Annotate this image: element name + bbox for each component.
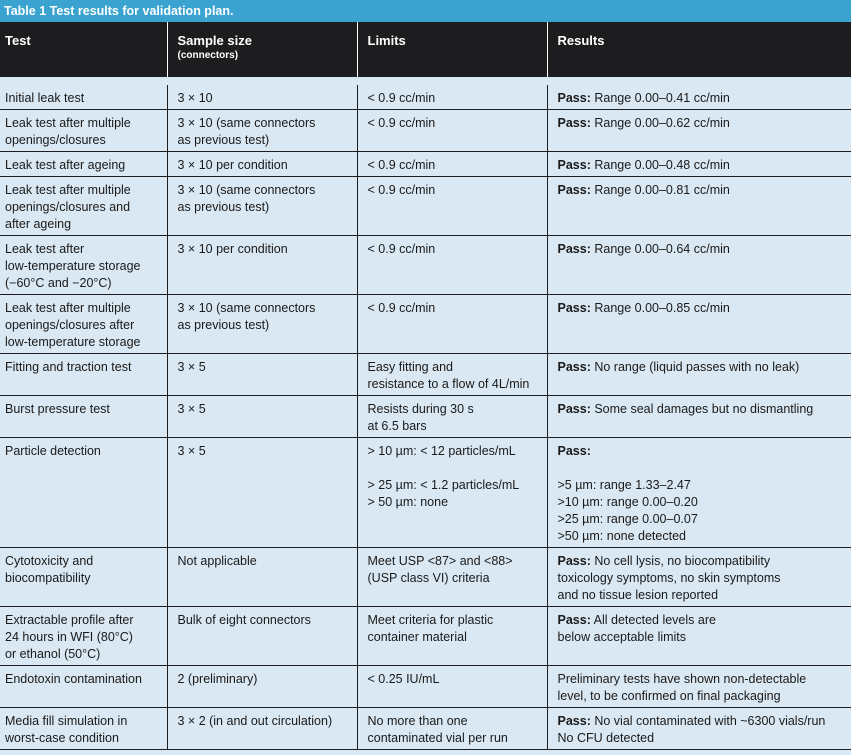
cell-test-line: Leak test after multiple	[5, 116, 131, 130]
cell-sample-size-line: Bulk of eight connectors	[177, 613, 311, 627]
cell-limits-line: < 0.9 cc/min	[367, 301, 436, 315]
cell-limits-line: < 0.9 cc/min	[367, 91, 436, 105]
table-row	[0, 666, 851, 708]
cell-test-line: biocompatibility	[5, 571, 91, 585]
cell-limits-line: Meet USP <87> and <88>	[367, 554, 513, 568]
header-gap	[0, 77, 851, 85]
cell-test-line: Extractable profile after	[5, 613, 134, 627]
cell-results	[547, 666, 851, 708]
cell-test	[0, 177, 167, 236]
cell-results	[547, 236, 851, 295]
cell-sample-size	[167, 708, 357, 750]
cell-test-line: Leak test after multiple	[5, 301, 131, 315]
header-sample-sub: (connectors)	[177, 50, 239, 61]
pass-label: Pass:	[557, 444, 591, 458]
cell-results	[547, 708, 851, 750]
cell-results-line: All detected levels are	[593, 613, 716, 627]
pass-label: Pass:	[557, 158, 591, 172]
cell-limits	[357, 295, 547, 354]
cell-test-line: openings/closures and	[5, 200, 131, 214]
header-sample-label: Sample size	[177, 33, 252, 48]
cell-test-line: 24 hours in WFI (80°C)	[5, 630, 133, 644]
cell-sample-size-line: 2 (preliminary)	[177, 672, 258, 686]
cell-test-line: Media fill simulation in	[5, 714, 128, 728]
cell-results-line: Range 0.00–0.62 cc/min	[594, 116, 730, 130]
cell-results-line: Range 0.00–0.85 cc/min	[594, 301, 730, 315]
cell-sample-size-line: as previous test)	[177, 200, 270, 214]
cell-results-line: and no tissue lesion reported	[557, 588, 719, 602]
cell-results-line: Range 0.00–0.48 cc/min	[594, 158, 730, 172]
cell-limits-line: Resists during 30 s	[367, 402, 474, 416]
cell-limits-line: (USP class VI) criteria	[367, 571, 490, 585]
cell-sample-size-line: 3 × 10 per condition	[177, 158, 288, 172]
cell-results-line: No vial contaminated with ~6300 vials/run	[594, 714, 826, 728]
cell-results-line: Preliminary tests have shown non-detectable	[557, 672, 807, 686]
cell-sample-size	[167, 85, 357, 110]
cell-sample-size-line: Not applicable	[177, 554, 257, 568]
cell-results-line	[558, 401, 846, 418]
table-row	[0, 396, 851, 438]
cell-limits-line: container material	[367, 630, 467, 644]
cell-sample-size	[167, 438, 357, 548]
cell-test-line: Cytotoxicity and	[5, 554, 94, 568]
cell-test	[0, 548, 167, 607]
cell-sample-size-line: as previous test)	[177, 133, 270, 147]
cell-limits	[357, 708, 547, 750]
cell-results	[547, 85, 851, 110]
cell-sample-size-line: 3 × 10 (same connectors	[177, 301, 316, 315]
cell-sample-size	[167, 607, 357, 666]
cell-results	[547, 152, 851, 177]
cell-limits	[357, 110, 547, 152]
cell-results-line: No CFU detected	[557, 731, 655, 745]
header-limits: Limits	[357, 22, 547, 77]
cell-test-line: Leak test after	[5, 242, 85, 256]
cell-test-line: Particle detection	[5, 444, 101, 458]
cell-test-line: low-temperature storage	[5, 259, 141, 273]
cell-limits	[357, 396, 547, 438]
cell-results-line: Range 0.00–0.81 cc/min	[594, 183, 730, 197]
cell-results-line: level, to be confirmed on final packaging	[557, 689, 781, 703]
cell-results	[547, 607, 851, 666]
table-row	[0, 85, 851, 110]
cell-results	[547, 438, 851, 548]
cell-results-line: No range (liquid passes with no leak)	[594, 360, 800, 374]
cell-results-line: Range 0.00–0.41 cc/min	[594, 91, 730, 105]
cell-limits	[357, 152, 547, 177]
cell-sample-size-line: 3 × 5	[177, 402, 206, 416]
cell-limits-line: < 0.9 cc/min	[367, 158, 436, 172]
cell-results-line	[558, 157, 846, 174]
cell-sample-size	[167, 295, 357, 354]
cell-test-line: openings/closures after	[5, 318, 135, 332]
cell-limits-line: Easy fitting and	[367, 360, 453, 374]
cell-test	[0, 438, 167, 548]
cell-limits-line: > 50 µm: none	[367, 495, 449, 509]
cell-results-line	[558, 359, 846, 376]
cell-results-line: No cell lysis, no biocompatibility	[594, 554, 771, 568]
header-results: Results	[547, 22, 851, 77]
table-row	[0, 295, 851, 354]
cell-test-line: Endotoxin contamination	[5, 672, 142, 686]
table-row	[0, 708, 851, 750]
cell-sample-size-line: 3 × 10 per condition	[177, 242, 288, 256]
cell-limits	[357, 236, 547, 295]
cell-sample-size-line: 3 × 10 (same connectors	[177, 183, 316, 197]
header-sample-size	[167, 22, 357, 77]
cell-sample-size	[167, 236, 357, 295]
header-row	[0, 22, 851, 77]
header-test: Test	[0, 22, 167, 77]
cell-test-line: openings/closures	[5, 133, 106, 147]
cell-sample-size	[167, 152, 357, 177]
cell-test-line: Leak test after multiple	[5, 183, 131, 197]
cell-limits-line: resistance to a flow of 4L/min	[367, 377, 530, 391]
cell-results	[547, 354, 851, 396]
cell-limits-line: < 0.25 IU/mL	[367, 672, 440, 686]
cell-sample-size	[167, 666, 357, 708]
table-row	[0, 354, 851, 396]
cell-test-line: Initial leak test	[5, 91, 85, 105]
cell-results-line: Range 0.00–0.64 cc/min	[594, 242, 730, 256]
cell-test	[0, 607, 167, 666]
table-row	[0, 607, 851, 666]
cell-test-line: Fitting and traction test	[5, 360, 132, 374]
table-row	[0, 110, 851, 152]
cell-results	[547, 396, 851, 438]
pass-label: Pass:	[557, 402, 591, 416]
table-row	[0, 152, 851, 177]
cell-results-line: >10 µm: range 0.00–0.20	[557, 495, 698, 509]
cell-results-line: Some seal damages but no dismantling	[594, 402, 814, 416]
cell-results-line: >50 µm: none detected	[557, 529, 686, 543]
cell-sample-size-line: 3 × 2 (in and out circulation)	[177, 714, 333, 728]
cell-limits	[357, 177, 547, 236]
pass-label: Pass:	[557, 242, 591, 256]
cell-test	[0, 152, 167, 177]
cell-limits-line: > 25 µm: < 1.2 particles/mL	[367, 478, 520, 492]
cell-limits-line	[368, 460, 541, 477]
cell-results-line: >5 µm: range 1.33–2.47	[557, 478, 691, 492]
cell-test-line: after ageing	[5, 217, 72, 231]
cell-results-line: below acceptable limits	[557, 630, 687, 644]
cell-sample-size-line: 3 × 10	[177, 91, 213, 105]
cell-sample-size-line: as previous test)	[177, 318, 270, 332]
cell-limits-line: > 10 µm: < 12 particles/mL	[367, 444, 516, 458]
cell-test	[0, 354, 167, 396]
pass-label: Pass:	[557, 714, 591, 728]
cell-sample-size	[167, 177, 357, 236]
cell-results-line	[558, 300, 846, 317]
cell-results-line	[558, 553, 846, 570]
cell-test	[0, 85, 167, 110]
cell-test	[0, 110, 167, 152]
cell-limits	[357, 354, 547, 396]
cell-test-line: Leak test after ageing	[5, 158, 126, 172]
cell-sample-size	[167, 110, 357, 152]
cell-test-line: Burst pressure test	[5, 402, 110, 416]
cell-sample-size-line: 3 × 5	[177, 360, 206, 374]
caption-label: Table 1	[4, 4, 47, 18]
cell-sample-size-line: 3 × 10 (same connectors	[177, 116, 316, 130]
cell-results-line: >25 µm: range 0.00–0.07	[557, 512, 698, 526]
cell-limits	[357, 548, 547, 607]
cell-results-line	[558, 182, 846, 199]
cell-limits-line: Meet criteria for plastic	[367, 613, 494, 627]
pass-label: Pass:	[557, 301, 591, 315]
cell-sample-size	[167, 354, 357, 396]
cell-test-line: worst-case condition	[5, 731, 119, 745]
cell-results	[547, 548, 851, 607]
cell-test-line: (−60°C and −20°C)	[5, 276, 112, 290]
pass-label: Pass:	[557, 613, 591, 627]
cell-limits-line: No more than one	[367, 714, 468, 728]
cell-limits-line: < 0.9 cc/min	[367, 183, 436, 197]
cell-test	[0, 396, 167, 438]
cell-test	[0, 666, 167, 708]
pass-label: Pass:	[557, 116, 591, 130]
cell-sample-size	[167, 396, 357, 438]
cell-limits-line: < 0.9 cc/min	[367, 242, 436, 256]
cell-results-line	[558, 443, 846, 460]
cell-limits	[357, 438, 547, 548]
cell-results-line	[558, 713, 846, 730]
cell-limits-line: at 6.5 bars	[367, 419, 427, 433]
cell-limits-line: contaminated vial per run	[367, 731, 508, 745]
cell-limits	[357, 607, 547, 666]
cell-results-line: toxicology symptoms, no skin symptoms	[557, 571, 781, 585]
cell-results	[547, 295, 851, 354]
cell-limits	[357, 666, 547, 708]
cell-limits	[357, 85, 547, 110]
cell-sample-size-line: 3 × 5	[177, 444, 206, 458]
table-row	[0, 438, 851, 548]
pass-label: Pass:	[557, 183, 591, 197]
table-row	[0, 177, 851, 236]
cell-test	[0, 236, 167, 295]
cell-test-line: or ethanol (50°C)	[5, 647, 101, 661]
cell-results-line	[558, 241, 846, 258]
cell-results	[547, 177, 851, 236]
cell-sample-size	[167, 548, 357, 607]
cell-limits-line: < 0.9 cc/min	[367, 116, 436, 130]
table-row	[0, 236, 851, 295]
cell-results-line	[558, 115, 846, 132]
cell-results-line	[558, 90, 846, 107]
pass-label: Pass:	[557, 91, 591, 105]
cell-results	[547, 110, 851, 152]
pass-label: Pass:	[557, 554, 591, 568]
cell-test	[0, 295, 167, 354]
table-row	[0, 548, 851, 607]
cell-test	[0, 708, 167, 750]
results-table	[0, 22, 851, 750]
caption-title: Test results for validation plan.	[49, 4, 234, 18]
cell-test-line: low-temperature storage	[5, 335, 141, 349]
table-caption	[0, 0, 851, 22]
pass-label: Pass:	[557, 360, 591, 374]
cell-results-line	[558, 460, 846, 477]
cell-results-line	[558, 612, 846, 629]
